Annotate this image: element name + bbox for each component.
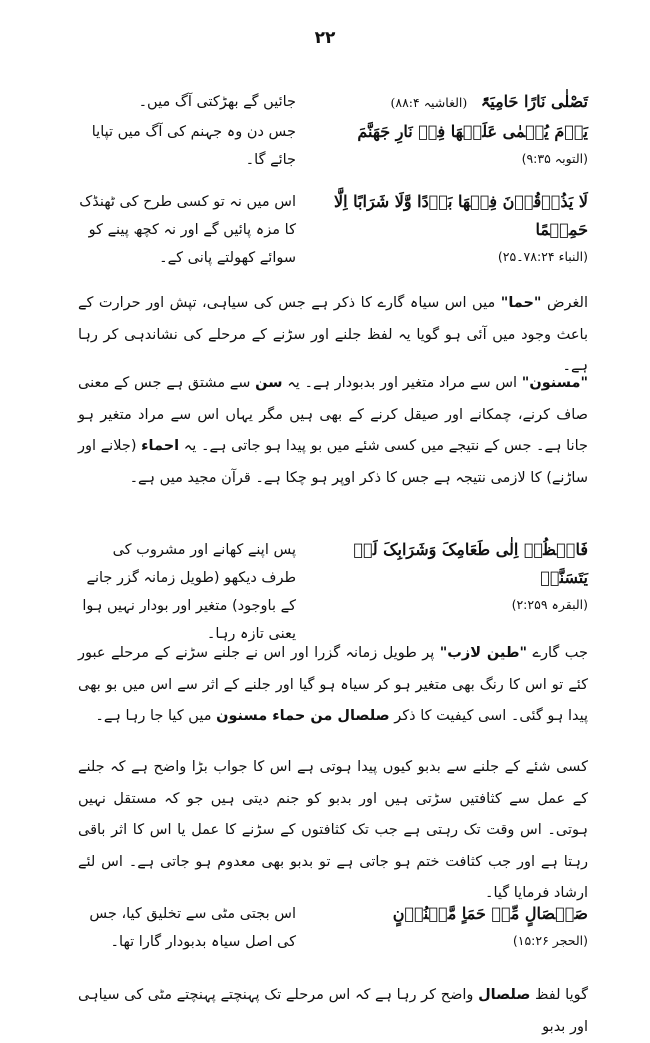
verse-reference: (البقرہ ۲:۲۵۹) <box>511 597 588 612</box>
para-text: سے مشتق ہے جس کے معنی صاف کرنے، چمکانے اور صیقل کرنے کے بھی ہیں مگر یہاں اس سے مراد متغیر ہو جانا ہے۔ جس کے نتیجے میں کسی شئے میں بو پیدا ہو جاتی ہے۔ یہ <box>78 375 589 454</box>
term-ahmaa: احماء <box>141 438 180 454</box>
para-start: گویا لفظ <box>535 987 589 1003</box>
page-number: ۲۲ <box>314 28 336 48</box>
term-salsal: صلصال <box>478 987 531 1003</box>
para-text: اس سے مراد متغیر اور بدبودار ہے۔ یہ <box>287 375 518 391</box>
verse-reference: (الغاشیہ ۸۸:۴) <box>390 95 468 110</box>
term-hama: "حما" <box>500 295 542 311</box>
verse-text: لَا یَذُوۡقُوۡنَ فِیۡهَا بَرۡدًا وَّلَا شَرَابًا اِلَّا حَمِیۡمًا <box>334 192 588 239</box>
term-teen-lazib: "طین لازب" <box>439 645 528 661</box>
quote-block-hijr <box>78 900 588 956</box>
verse-reference: (النباء ۷۸:۲۴۔۲۵) <box>497 249 588 264</box>
para-start: جب گارے <box>532 645 588 661</box>
verse-translation: پس اپنے کھانے اور مشروب کی طرف دیکھو (طویل زمانہ گزر جانے کے باوجود) متغیر اور بودار نہیں ہوا یعنی تازہ رہا۔ <box>82 542 296 642</box>
para-text: پر طویل زمانہ گزرا اور اس نے جلنے سڑنے کے مرحلے عبور کئے تو اس کا رنگ بھی متغیر ہو کر سیاہ ہو گیا اور جلنے کے اثر سے اس میں بو بھی پیدا ہو گئی۔ اسی کیفیت کا ذکر <box>78 645 588 724</box>
verse-translation: اس میں نہ تو کسی طرح کی ٹھنڈک کا مزہ پائیں گے اور نہ کچھ پینے کو سوائے کھولتے پانی کے۔ <box>79 194 296 266</box>
paragraph-masnoon <box>78 368 588 494</box>
quote-arabic-col <box>310 118 588 174</box>
paragraph-salsal <box>78 980 588 1043</box>
paragraph-badbu <box>78 752 588 910</box>
quote-block-naba <box>78 188 588 272</box>
quote-arabic-col <box>310 88 588 117</box>
term-salsal-phrase: صلصال من حماء مسنون <box>216 708 390 724</box>
paragraph-teen-lazib <box>78 638 588 733</box>
quote-block-baqara <box>78 536 588 648</box>
verse-reference: (الحجر ۱۵:۲۶) <box>512 933 588 948</box>
quote-arabic-col <box>310 900 588 956</box>
para-text: واضح کر رہا ہے کہ اس مرحلے تک پہنچتے پہنچتے مٹی کی سیاہی اور بدبو <box>78 987 588 1035</box>
quote-block-tawba <box>78 118 588 174</box>
para-text: کسی شئے کے جلنے سے بدبو کیوں پیدا ہوتی ہے اس کا جواب بڑا واضح ہے کہ جلنے کے عمل سے کثافتیں سڑتی ہیں اور بدبو کو جنم دیتی ہیں جو کہ مستقل نہیں ہوتی۔ اس وقت تک رہتی ہے جب تک کثافتوں کے سڑنے کا عمل یا اس کا اثر باقی رہتا ہے اور جب کثافت ختم ہو جاتی ہے تو بدبو بھی معدوم ہو جاتی ہے۔ اس لئے ارشاد فرمایا گیا۔ <box>78 759 588 901</box>
quote-arabic-col <box>310 536 588 648</box>
quote-block-ghashiya <box>78 88 588 117</box>
verse-translation: جائیں گے بھڑکتی آگ میں۔ <box>138 94 296 110</box>
para-text: میں کیا جا رہا ہے۔ <box>95 708 212 724</box>
quran-verse <box>310 88 588 117</box>
term-masnoon: "مسنون" <box>521 375 589 391</box>
verse-text: صَلۡصَالٍ مِّنۡ حَمَاٍ مَّسۡنُوۡنٍ <box>392 904 588 923</box>
para-start: الغرض <box>547 295 589 311</box>
verse-translation: جس دن وہ جہنم کی آگ میں تپایا جائے گا۔ <box>91 124 296 168</box>
para-text: میں اس سیاہ گارے کا ذکر ہے جس کی سیاہی، تپش اور حرارت کے باعث وجود میں آئی ہو گویا یہ لفظ جلنے اور سڑنے کے مرحلے کی نشاندہی کر رہا ہے۔ <box>78 295 588 374</box>
term-root: سن <box>255 375 283 391</box>
para-text: (جلانے اور ساڑنے) کا لازمی نتیجہ ہے جس کا ذکر اوپر ہو چکا ہے۔ قرآن مجید میں ہے۔ <box>78 438 588 486</box>
verse-text: فَانۡظُرۡ اِلٰی طَعَامِکَ وَشَرَابِکَ لَمۡ یَتَسَنَّهۡ <box>353 540 588 587</box>
quote-arabic-col <box>310 188 588 272</box>
verse-reference: (التوبہ ۹:۳۵) <box>521 151 588 166</box>
verse-translation: اس بجتی مٹی سے تخلیق کیا، جس کی اصل سیاہ بدبودار گارا تھا۔ <box>89 906 296 950</box>
verse-text: تَصْلٰی نَارًا حَامِیَۃً <box>480 92 588 111</box>
verse-text: یَوۡمَ یُحۡمٰی عَلَیۡهَا فِیۡ نَارِ جَهَنَّمَ <box>357 122 588 141</box>
